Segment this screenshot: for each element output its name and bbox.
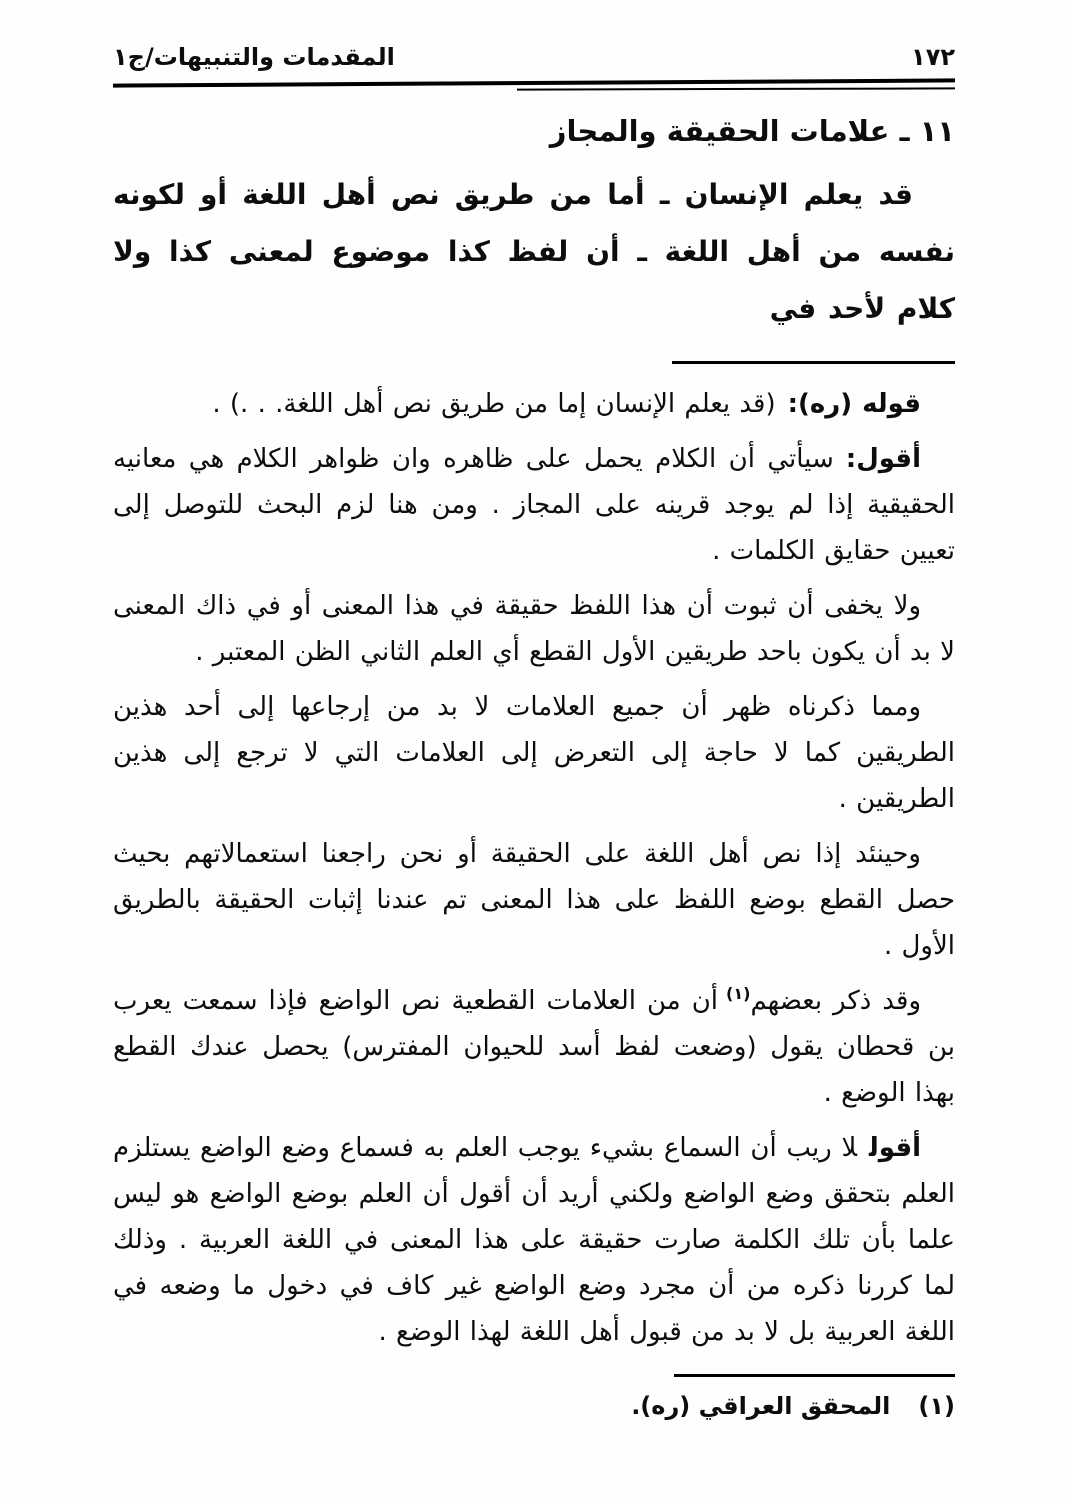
commentary-lead: أقول: <box>845 444 921 474</box>
commentary-text: ولا يخفى أن ثبوت أن هذا اللفظ حقيقة في هذا المعنى أو في ذاك المعنى لا بد أن يكون باحد طريقين الأول القطع أي العلم الثاني الظن المعتبر . <box>113 591 955 667</box>
commentary-lead: أقول <box>869 1133 921 1163</box>
commentary-paragraph <box>113 684 955 822</box>
commentary-paragraph <box>113 978 955 1116</box>
footnote <box>113 1390 955 1422</box>
footnote-area <box>113 1374 955 1422</box>
section-title: ١١ ـ علامات الحقيقة والمجاز <box>549 114 955 148</box>
header-rule <box>113 81 955 90</box>
page-header <box>113 42 955 72</box>
footnote-reference-marker: (١) <box>726 984 751 1004</box>
main-text-paragraph: قد يعلم الإنسان ـ أما من طريق نص أهل اللغة أو لكونه نفسه من أهل اللغة ـ أن لفظ كذا موضوع لمعنى كذا ولا كلام لأحد في <box>113 178 955 325</box>
footnote-marker: (١) <box>918 1392 955 1420</box>
footnote-text: المحقق العراقي (ره). <box>631 1392 891 1420</box>
header-rule-thick <box>113 78 955 87</box>
commentary-lead: قوله (ره): <box>787 389 921 419</box>
commentary-text: (قد يعلم الإنسان إما من طريق نص أهل اللغة. . .) . <box>212 389 776 419</box>
page-number: ١٧٢ <box>911 43 955 71</box>
commentary-text: وحينئد إذا نص أهل اللغة على الحقيقة أو نحن راجعنا استعمالاتهم بحيث حصل القطع بوضع اللفظ على هذا المعنى تم عندنا إثبات الحقيقة بالطريق الأول . <box>113 839 955 961</box>
commentary-separator-rule <box>672 361 955 364</box>
commentary-paragraph <box>113 831 955 969</box>
commentary-paragraph <box>113 436 955 574</box>
main-text <box>113 166 955 337</box>
commentary-text: لا ريب أن السماع بشيء يوجب العلم به فسماع وضع الواضع يستلزم العلم بتحقق وضع الواضع ولكني أريد أن أقول أن العلم بوضع الواضع هو ليس علما بأن تلك الكلمة صارت حقيقة على هذا المعنى في اللغة العربية . وذلك لما كررنا ذكره من أن مجرد وضع الواضع غير كاف في دخول ما وضعه في اللغة العربية بل لا بد من قبول أهل اللغة لهذا الوضع . <box>113 1133 955 1347</box>
footnote-separator-rule <box>674 1374 955 1377</box>
commentary-paragraph <box>113 1125 955 1355</box>
commentary-text: ومما ذكرناه ظهر أن جميع العلامات لا بد من إرجاعها إلى أحد هذين الطريقين كما لا حاجة إلى التعرض إلى العلامات التي لا ترجع إلى هذين الطريقين . <box>113 692 955 814</box>
commentary-paragraph <box>113 583 955 675</box>
running-head-book-title: المقدمات والتنبيهات/ج١ <box>113 43 395 71</box>
commentary-section <box>113 381 955 1355</box>
commentary-paragraph <box>113 381 955 427</box>
header-rule-thin <box>517 87 955 90</box>
commentary-text: سيأتي أن الكلام يحمل على ظاهره وان ظواهر الكلام هي معانيه الحقيقية إذا لم يوجد قرينه على المجاز . ومن هنا لزم البحث للتوصل إلى تعيين حقايق الكلمات . <box>113 444 955 566</box>
commentary-text: وقد ذكر بعضهم <box>750 986 922 1016</box>
commentary-text: أن من العلامات القطعية نص الواضع فإذا سمعت يعرب بن قحطان يقول (وضعت لفظ أسد للحيوان المفترس) يحصل عندك القطع بهذا الوضع . <box>113 986 955 1108</box>
